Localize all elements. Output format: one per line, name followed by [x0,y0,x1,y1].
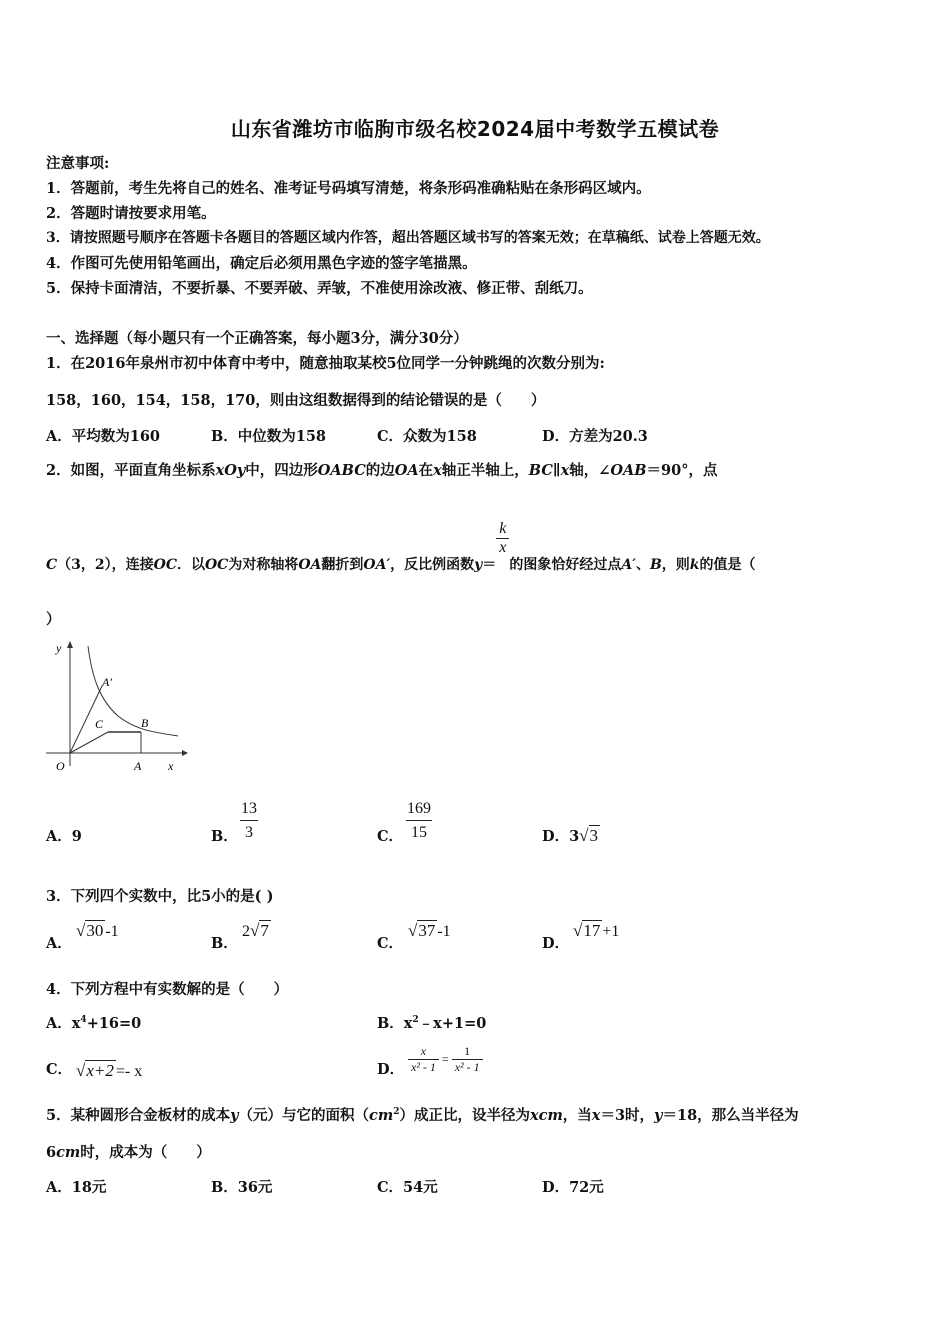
q1-option-b: B．中位数为158 [211,428,327,445]
notice-item-4: 4．作图可先使用铅笔画出，确定后必须用黑色字迹的签字笔描黑。 [46,255,477,272]
q5-option-a: A．18元 [46,1179,107,1196]
fig-label-c: C [95,717,104,731]
q2-option-a: A．9 [46,828,82,845]
q1-option-c: C．众数为158 [377,428,477,445]
q5-stem-line2: 6cm时，成本为（ ） [46,1144,211,1161]
q4-option-c-expr: √x+2 =- x [76,1061,143,1080]
q1-stem-line2: 158，160，154，158，170，则由这组数据得到的结论错误的是（ ） [46,392,546,409]
page-title: 山东省潍坊市临朐市级名校2024届中考数学五模试卷 [230,117,720,141]
notice-heading: 注意事项: [46,155,110,172]
q2-option-c-fraction: $\frac{169}{15}$ [407,800,431,841]
q2-stem-line3: ） [46,611,61,628]
fig-label-o: O [56,759,65,773]
q3-option-d-label: D． [542,935,570,952]
q1-stem-line1: 1．在2016年泉州市初中体育中考中，随意抽取某校5位同学一分钟跳绳的次数分别为: [46,355,605,372]
q5-stem-line1: 5．某种圆形合金板材的成本y（元）与它的面积$(cm^2)$成正比，设半径为xcm，当x＝3时，y＝18，那么当半径为 [46,1107,799,1124]
notice-item-1: 1．答题前，考生先将自己的姓名、准考证号码填写清楚，将条形码准确粘贴在条形码区域内。 [46,180,651,197]
notice-item-3: 3．请按照题号顺序在答题卡各题目的答题区域内作答，超出答题区域书写的答案无效；在草稿纸、试卷上答题无效。 [46,230,770,246]
q3-option-c-label: C． [377,935,404,952]
q4-option-d-label: D． [377,1061,405,1078]
q3-option-c-expr: √37 -1 [408,921,451,940]
q3-option-d-expr: √17 +1 [573,921,620,940]
q2-option-b-fraction: $\frac{13}{3}$ [241,800,257,841]
q5-option-d: D．72元 [542,1179,604,1196]
fig-label-b: B [141,716,149,730]
q3-stem: 3．下列四个实数中，比5小的是( ) [46,888,274,905]
q4-option-b: B．$x^2﹣x+1=0$ [377,1015,487,1032]
q2-option-d: D．3√3 [542,826,599,845]
q5-option-c: C．54元 [377,1179,438,1196]
q4-option-a: A．$x^4+16=0$ [46,1015,142,1032]
q2-figure [40,638,190,778]
q2-stem-line2: C（3，2），连接OC．以OC为对称轴将OA翻折到OA′，反比例函数y＝ $\frac{k}{x}$ 的图象恰好经过点A′、B，则k的值是（ [46,520,756,573]
q3-option-a-label: A． [46,935,72,952]
x-axis-arrow [182,750,188,756]
q2-option-b-label: B． [211,828,238,845]
q1-option-a: A．平均数为160 [46,428,161,445]
fig-label-y: y [56,641,62,655]
q5-option-b: B．36元 [211,1179,273,1196]
q4-option-d-expr: $\frac{x}{\text{x² - 1}}$ = $\frac{1}{\text{x² - 1}}$ [408,1044,483,1075]
fig-label-x: x [168,759,174,773]
q4-option-c-label: C． [46,1061,73,1078]
notice-item-2: 2．答题时请按要求用笔。 [46,205,216,222]
q4-stem: 4．下列方程中有实数解的是（ ） [46,981,289,998]
segment-oc [70,732,108,753]
q2-fraction-k-over-x: $\frac{k}{x}$ [496,520,509,557]
q3-option-b-expr: 2√7 [242,921,269,940]
y-axis-arrow [67,641,73,648]
section-heading: 一、选择题（每小题只有一个正确答案，每小题3分，满分30分） [46,330,468,347]
q3-option-b-label: B． [211,935,238,952]
q2-option-c-label: C． [377,828,404,845]
q2-stem-line1: 2．如图，平面直角坐标系xOy中，四边形OABC的边OA在x轴正半轴上，BC∥x轴，∠OAB＝90°，点 [46,462,718,479]
q3-option-a-expr: √30 -1 [76,921,119,940]
q1-option-d: D．方差为20.3 [542,428,648,445]
notice-item-5: 5．保持卡面清洁，不要折暴、不要弄破、弄皱，不准使用涂改液、修正带、刮纸刀。 [46,280,593,297]
fig-label-a-prime: A′ [102,675,112,689]
fig-label-a: A [134,759,142,773]
